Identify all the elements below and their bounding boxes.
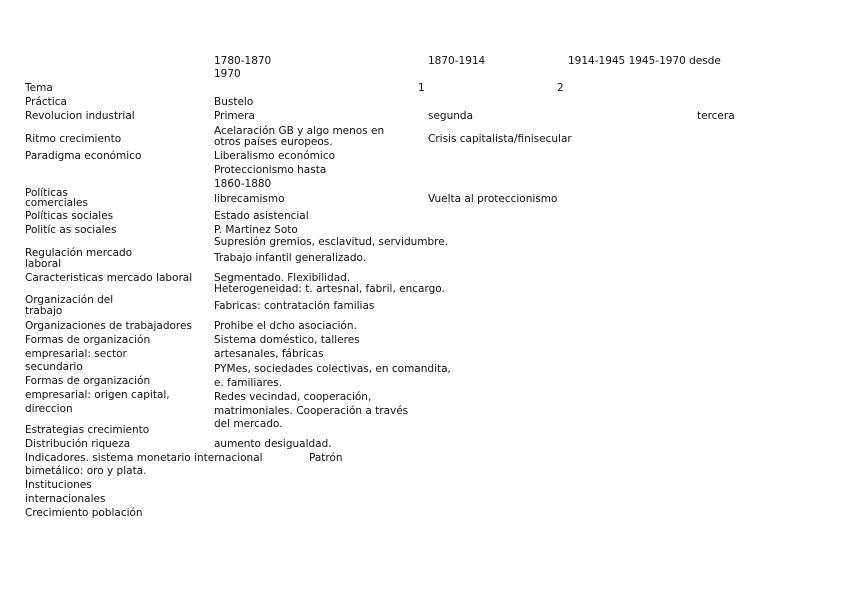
row-label-estrategias: Estrategias crecimiento bbox=[25, 424, 150, 436]
row-label-practica: Práctica bbox=[25, 96, 67, 108]
row-label-ritmo: Ritmo crecimiento bbox=[25, 133, 122, 145]
row-label-indicadores: Indicadores. sistema monetario internacional bbox=[25, 452, 263, 464]
row-label-comerciales-1: Políticas bbox=[25, 187, 68, 199]
tema-number-1: 1 bbox=[418, 82, 425, 94]
ritmo-value-line1: Acelaración GB y algo menos en bbox=[214, 125, 385, 137]
revolucion-tercera: tercera bbox=[697, 110, 735, 122]
row-label-instituciones-1: Instituciones bbox=[25, 479, 92, 491]
organizacion-value: Fabricas: contratación familias bbox=[214, 300, 375, 312]
row-label-formas2-3: direccion bbox=[25, 403, 73, 415]
caracteristicas-line2: Heterogeneidad: t. artesnal, fabril, encargo. bbox=[214, 283, 445, 295]
row-label-caracteristicas: Caracteristicas mercado laboral bbox=[25, 272, 193, 284]
formas2-line2: Redes vecindad, cooperación, bbox=[214, 391, 372, 403]
revolucion-primera: Primera bbox=[214, 110, 255, 122]
tema-number-2: 2 bbox=[557, 82, 564, 94]
row-label-organizacion-2: trabajo bbox=[25, 305, 63, 317]
row-label-formas2-2: empresarial: origen capital, bbox=[25, 389, 170, 401]
row-label-regulacion-2: laboral bbox=[25, 258, 62, 270]
row-label-comerciales-2: comerciales bbox=[25, 197, 88, 209]
row-label-revolucion: Revolucion industrial bbox=[25, 110, 135, 122]
paradigma-line2: Proteccionismo hasta bbox=[214, 164, 327, 176]
regulacion-line1: Supresión gremios, esclavitud, servidumbre. bbox=[214, 236, 449, 248]
paradigma-line1: Liberalismo económico bbox=[214, 150, 336, 162]
row-label-polit-as: Politíc as sociales bbox=[25, 224, 117, 236]
formas2-line4: del mercado. bbox=[214, 418, 283, 430]
row-label-formas1-3: secundario bbox=[25, 361, 83, 373]
caracteristicas-line1: Segmentado. Flexibilidad. bbox=[214, 272, 351, 284]
formas1-line2: artesanales, fábricas bbox=[214, 348, 324, 360]
row-label-sociales: Políticas sociales bbox=[25, 210, 114, 222]
revolucion-segunda: segunda bbox=[428, 110, 474, 122]
distribucion-value: aumento desigualdad. bbox=[214, 438, 332, 450]
row-label-org-trabajadores: Organizaciones de trabajadores bbox=[25, 320, 192, 332]
row-label-paradigma: Paradigma económico bbox=[25, 150, 142, 162]
formas2-line3: matrimoniales. Cooperación a través bbox=[214, 405, 409, 417]
formas1-line3: PYMes, sociedades colectivas, en comandita, bbox=[214, 363, 451, 375]
row-label-poblacion: Crecimiento población bbox=[25, 507, 143, 519]
formas2-line1: e. familiares. bbox=[214, 377, 283, 389]
period-1780-1870: 1780-1870 bbox=[214, 55, 272, 67]
paradigma-line3: 1860-1880 bbox=[214, 178, 272, 190]
practica-value: Bustelo bbox=[214, 96, 254, 108]
row-label-distribucion: Distribución riqueza bbox=[25, 438, 131, 450]
regulacion-line2: Trabajo infantil generalizado. bbox=[214, 252, 367, 264]
org-trabajadores-value: Prohibe el dcho asociación. bbox=[214, 320, 357, 332]
ritmo-crisis: Crisis capitalista/finisecular bbox=[428, 133, 572, 145]
comerciales-proteccionismo: Vuelta al proteccionismo bbox=[428, 193, 558, 205]
sociales-value: Estado asistencial bbox=[214, 210, 309, 222]
row-label-formas2-1: Formas de organización bbox=[25, 375, 151, 387]
row-label-tema: Tema bbox=[25, 82, 53, 94]
row-label-regulacion-1: Regulación mercado bbox=[25, 247, 133, 259]
row-label-formas1-2: empresarial: sector bbox=[25, 348, 127, 360]
row-label-formas1-1: Formas de organización bbox=[25, 334, 151, 346]
row-label-instituciones-2: internacionales bbox=[25, 493, 106, 505]
formas1-line1: Sistema doméstico, talleres bbox=[214, 334, 360, 346]
polit-as-value: P. Martinez Soto bbox=[214, 224, 298, 236]
period-1870-1914: 1870-1914 bbox=[428, 55, 486, 67]
period-later: 1914-1945 1945-1970 desde bbox=[568, 55, 721, 67]
row-label-organizacion-1: Organización del bbox=[25, 294, 114, 306]
period-1970-cont: 1970 bbox=[214, 68, 241, 80]
indicadores-patron: Patrón bbox=[309, 452, 343, 464]
indicadores-cont: bimetálico: oro y plata. bbox=[25, 465, 147, 477]
ritmo-value-line2: otros países europeos. bbox=[214, 136, 333, 148]
comerciales-librecambismo: librecamismo bbox=[214, 193, 285, 205]
